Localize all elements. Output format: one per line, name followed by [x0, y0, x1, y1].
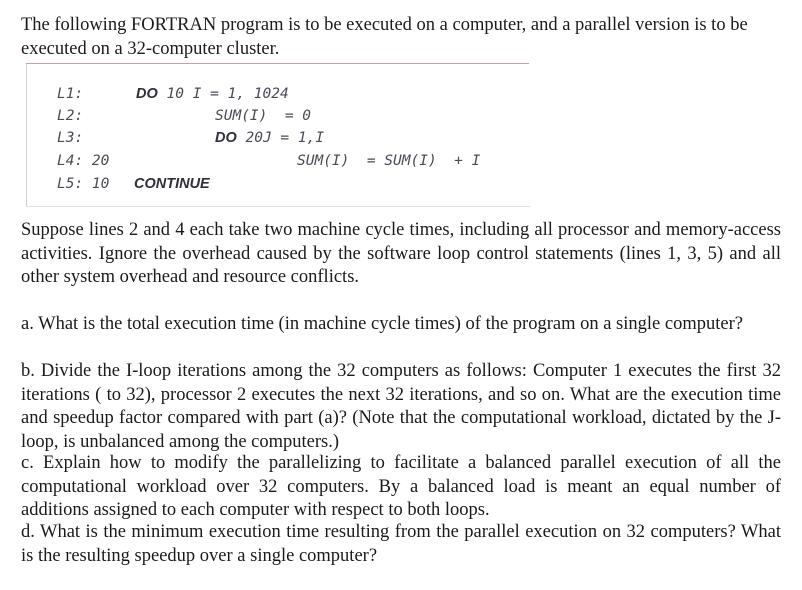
assumptions-paragraph: Suppose lines 2 and 4 each take two machine cycle times, including all processor and memory-access activities. Ignore the overhead caused by the software loop control statements (lines 1, 3, 5) and all other system overhead and resource conflicts. [21, 220, 781, 287]
code-line-label-2: L2: [57, 108, 84, 124]
question-c: c. Explain how to modify the parallelizing to facilitate a balanced parallel execution of all the computational workload over 32 computers. By a balanced load is meant an equal number of additions assigned to each computer with respect to both loops. [21, 453, 781, 520]
keyword-do: DO [136, 86, 158, 102]
code-line-label-5: L5: 10 [57, 176, 110, 192]
code-line-label-4: L4: 20 [57, 153, 110, 169]
code-line-1-rest: 10 I = 1, 1024 [157, 86, 289, 102]
code-line-3 [215, 129, 324, 147]
code-line-5 [134, 175, 210, 193]
problem-intro: The following FORTRAN program is to be executed on a computer, and a parallel version is to be executed on a 32-computer cluster. [21, 15, 748, 59]
keyword-do: DO [215, 130, 237, 146]
code-line-3-rest: 20J = 1,I [236, 130, 325, 146]
question-d: d. What is the minimum execution time resulting from the parallel execution on 32 computers? What is the resulting speedup over a single computer? [21, 522, 781, 566]
question-b: b. Divide the I-loop iterations among the 32 computers as follows: Computer 1 executes the first 32 iterations ( to 32), processor 2 executes the next 32 iterations, and so on. What are the execution time and speedup factor compared with part (a)? (Note that the computational workload, dictated by the J-loop, is unbalanced among the computers.) [21, 361, 781, 452]
code-line-4: SUM(I) = SUM(I) + I [297, 153, 481, 169]
code-line-label-3: L3: [57, 130, 84, 146]
code-line-label-1: L1: [57, 86, 84, 102]
keyword-continue: CONTINUE [134, 176, 210, 192]
code-line-2: SUM(I) = 0 [215, 108, 312, 124]
code-line-1 [136, 85, 289, 103]
question-a: a. What is the total execution time (in machine cycle times) of the program on a single computer? [21, 314, 743, 334]
